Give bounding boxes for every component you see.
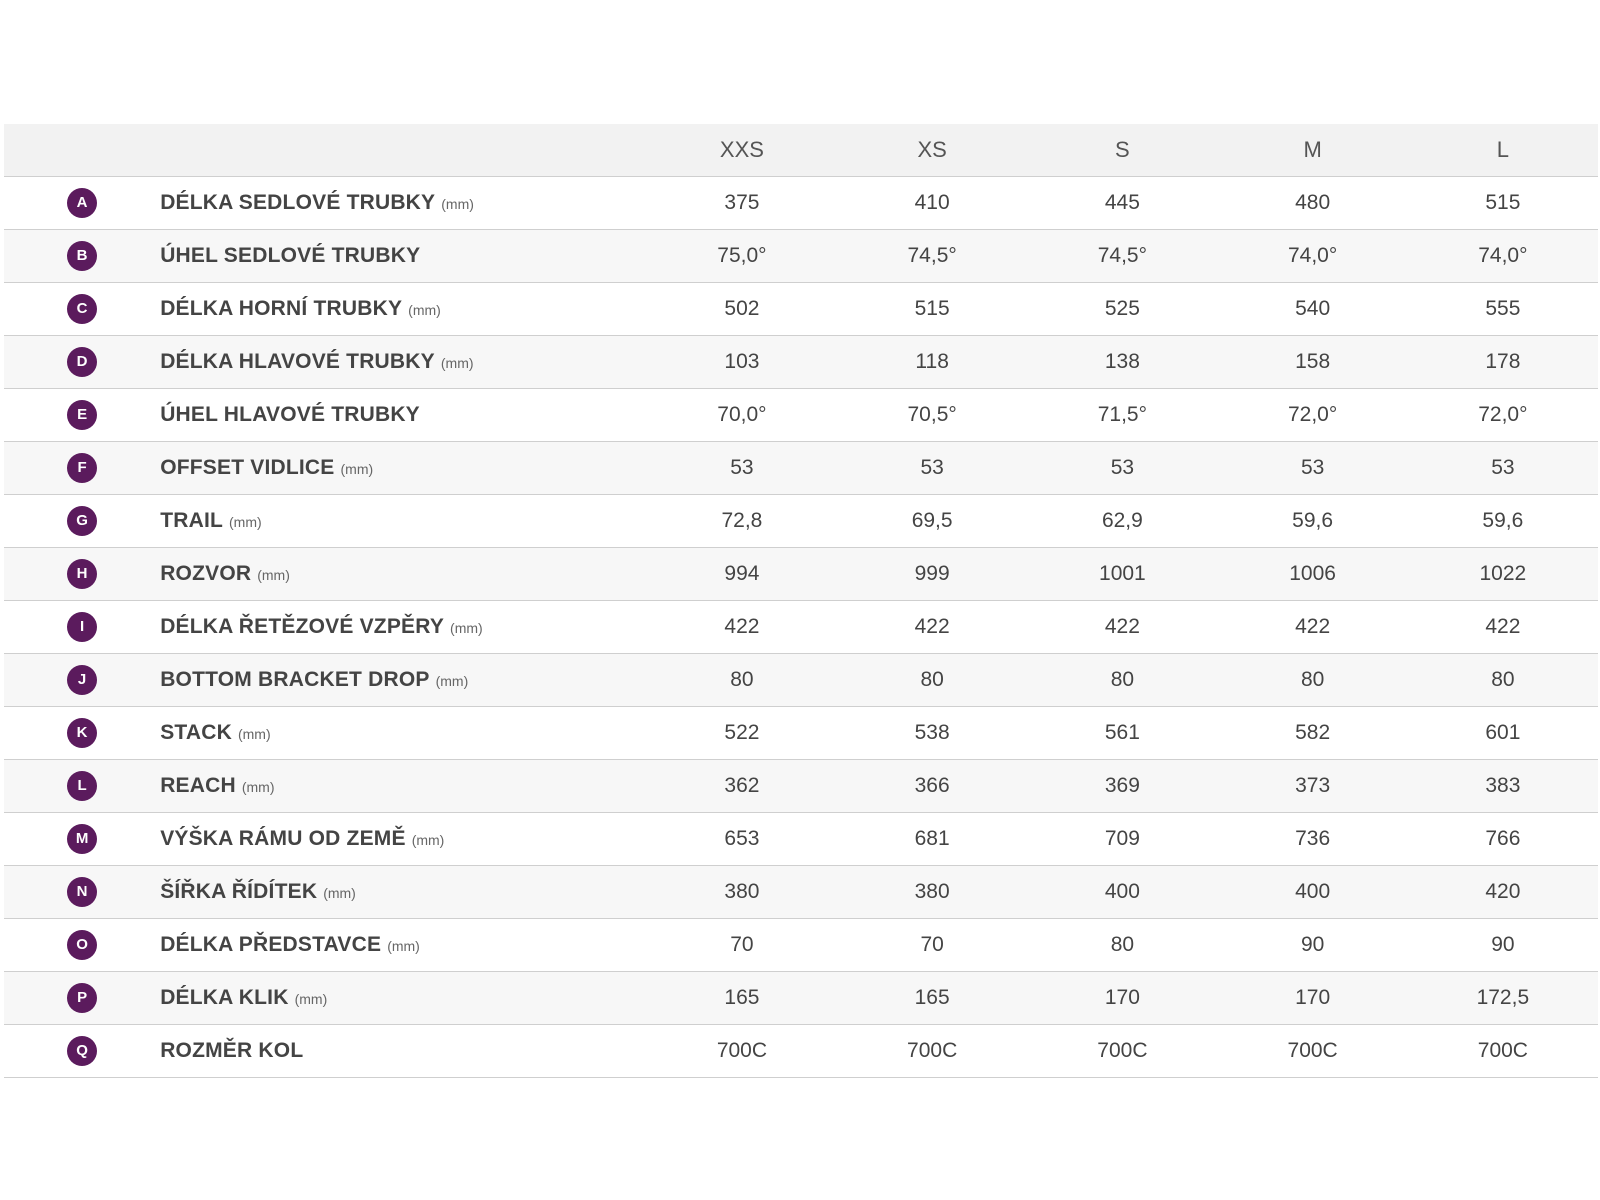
row-label-cell: [160, 918, 647, 971]
value-cell-l: 178: [1408, 335, 1598, 388]
value-cell-xxs: 653: [647, 812, 837, 865]
value-cell-xs: 999: [837, 547, 1027, 600]
measurement-unit: (mm): [441, 195, 474, 212]
measurement-name: VÝŠKA RÁMU OD ZEMĚ: [160, 826, 406, 850]
measurement-letter-badge: I: [67, 612, 97, 642]
value-cell-s: 400: [1027, 865, 1217, 918]
measurement-name: DÉLKA KLIK: [160, 985, 289, 1009]
measurement-name: ŠÍŘKA ŘÍDÍTEK: [160, 879, 318, 903]
value-cell-l: 420: [1408, 865, 1598, 918]
table-row: [4, 600, 1598, 653]
row-badge-cell: [4, 335, 160, 388]
value-cell-m: 400: [1218, 865, 1408, 918]
value-cell-m: 1006: [1218, 547, 1408, 600]
value-cell-xxs: 70: [647, 918, 837, 971]
value-cell-m: 53: [1218, 441, 1408, 494]
value-cell-xs: 515: [837, 282, 1027, 335]
row-label-cell: [160, 812, 647, 865]
measurement-name: OFFSET VIDLICE: [160, 455, 335, 479]
row-badge-cell: [4, 229, 160, 282]
measurement-unit: (mm): [387, 937, 420, 954]
measurement-name: ÚHEL HLAVOVÉ TRUBKY: [160, 402, 420, 426]
measurement-unit: (mm): [340, 460, 374, 477]
measurement-name: DÉLKA HORNÍ TRUBKY: [160, 296, 403, 320]
measurement-unit: (mm): [435, 672, 469, 689]
value-cell-m: 700C: [1218, 1024, 1408, 1077]
measurement-name: STACK: [160, 720, 232, 744]
value-cell-xxs: 53: [647, 441, 837, 494]
measurement-name: BOTTOM BRACKET DROP: [160, 667, 430, 691]
value-cell-xs: 700C: [837, 1024, 1027, 1077]
measurement-unit: (mm): [323, 884, 356, 901]
row-badge-cell: [4, 282, 160, 335]
measurement-name: DÉLKA SEDLOVÉ TRUBKY: [160, 190, 436, 214]
value-cell-xxs: 502: [647, 282, 837, 335]
value-cell-xxs: 362: [647, 759, 837, 812]
row-badge-cell: [4, 971, 160, 1024]
value-cell-l: 515: [1408, 176, 1598, 229]
value-cell-xs: 366: [837, 759, 1027, 812]
measurement-unit: (mm): [408, 301, 441, 318]
measurement-name: DÉLKA PŘEDSTAVCE: [160, 932, 382, 956]
value-cell-s: 80: [1027, 918, 1217, 971]
geometry-table-header: [4, 124, 1598, 176]
value-cell-xs: 70: [837, 918, 1027, 971]
value-cell-xs: 422: [837, 600, 1027, 653]
value-cell-xxs: 380: [647, 865, 837, 918]
table-row: [4, 918, 1598, 971]
measurement-unit: (mm): [229, 513, 262, 530]
row-badge-cell: [4, 812, 160, 865]
row-label-cell: [160, 971, 647, 1024]
measurement-unit: (mm): [257, 566, 290, 583]
value-cell-l: 53: [1408, 441, 1598, 494]
table-row: [4, 441, 1598, 494]
measurement-letter-badge: O: [67, 930, 97, 960]
value-cell-s: 422: [1027, 600, 1217, 653]
measurement-letter-badge: A: [67, 188, 97, 218]
measurement-letter-badge: D: [67, 347, 97, 377]
value-cell-xs: 380: [837, 865, 1027, 918]
row-badge-cell: [4, 547, 160, 600]
size-header-m: M: [1218, 124, 1408, 176]
measurement-letter-badge: J: [67, 665, 97, 695]
measurement-name: ROZMĚR KOL: [160, 1038, 304, 1062]
row-badge-cell: [4, 600, 160, 653]
table-row: [4, 176, 1598, 229]
row-label-cell: [160, 282, 647, 335]
measurement-letter-badge: C: [67, 294, 97, 324]
row-badge-cell: [4, 706, 160, 759]
value-cell-l: 766: [1408, 812, 1598, 865]
value-cell-l: 90: [1408, 918, 1598, 971]
row-label-cell: [160, 1024, 647, 1077]
value-cell-m: 170: [1218, 971, 1408, 1024]
value-cell-s: 138: [1027, 335, 1217, 388]
value-cell-xs: 80: [837, 653, 1027, 706]
value-cell-xs: 74,5°: [837, 229, 1027, 282]
value-cell-l: 59,6: [1408, 494, 1598, 547]
value-cell-xxs: 70,0°: [647, 388, 837, 441]
row-badge-cell: [4, 494, 160, 547]
value-cell-m: 582: [1218, 706, 1408, 759]
row-badge-cell: [4, 388, 160, 441]
table-row: [4, 653, 1598, 706]
value-cell-l: 555: [1408, 282, 1598, 335]
value-cell-m: 72,0°: [1218, 388, 1408, 441]
value-cell-l: 1022: [1408, 547, 1598, 600]
value-cell-xs: 538: [837, 706, 1027, 759]
value-cell-s: 1001: [1027, 547, 1217, 600]
table-row: [4, 971, 1598, 1024]
measurement-letter-badge: G: [67, 506, 97, 536]
measurement-letter-badge: N: [67, 877, 97, 907]
value-cell-s: 709: [1027, 812, 1217, 865]
value-cell-m: 158: [1218, 335, 1408, 388]
value-cell-xxs: 80: [647, 653, 837, 706]
value-cell-xs: 165: [837, 971, 1027, 1024]
table-row: [4, 547, 1598, 600]
measurement-unit: (mm): [237, 725, 271, 742]
measurement-letter-badge: M: [67, 824, 97, 854]
value-cell-s: 74,5°: [1027, 229, 1217, 282]
value-cell-l: 72,0°: [1408, 388, 1598, 441]
measurement-letter-badge: E: [67, 400, 97, 430]
value-cell-xs: 118: [837, 335, 1027, 388]
table-row: [4, 229, 1598, 282]
value-cell-xxs: 165: [647, 971, 837, 1024]
value-cell-s: 62,9: [1027, 494, 1217, 547]
row-label-cell: [160, 388, 647, 441]
row-badge-cell: [4, 918, 160, 971]
value-cell-m: 736: [1218, 812, 1408, 865]
size-header-s: S: [1027, 124, 1217, 176]
value-cell-l: 383: [1408, 759, 1598, 812]
value-cell-xs: 69,5: [837, 494, 1027, 547]
value-cell-m: 373: [1218, 759, 1408, 812]
table-row: [4, 335, 1598, 388]
measurement-unit: (mm): [411, 831, 445, 848]
value-cell-xxs: 375: [647, 176, 837, 229]
value-cell-xs: 70,5°: [837, 388, 1027, 441]
table-row: [4, 759, 1598, 812]
measurement-letter-badge: L: [67, 771, 97, 801]
measurement-letter-badge: B: [67, 241, 97, 271]
header-row: [4, 124, 1598, 176]
measurement-name: DÉLKA HLAVOVÉ TRUBKY: [160, 349, 435, 373]
value-cell-s: 80: [1027, 653, 1217, 706]
measurement-name: REACH: [160, 773, 236, 797]
table-row: [4, 1024, 1598, 1077]
value-cell-s: 369: [1027, 759, 1217, 812]
value-cell-m: 59,6: [1218, 494, 1408, 547]
measurement-name: ÚHEL SEDLOVÉ TRUBKY: [160, 243, 421, 267]
measurement-name: TRAIL: [160, 508, 224, 532]
table-row: [4, 812, 1598, 865]
value-cell-s: 53: [1027, 441, 1217, 494]
value-cell-xxs: 72,8: [647, 494, 837, 547]
measurement-letter-badge: Q: [67, 1036, 97, 1066]
table-row: [4, 706, 1598, 759]
value-cell-xs: 410: [837, 176, 1027, 229]
value-cell-xxs: 103: [647, 335, 837, 388]
value-cell-l: 422: [1408, 600, 1598, 653]
measurement-letter-badge: K: [67, 718, 97, 748]
table-row: [4, 865, 1598, 918]
table-row: [4, 494, 1598, 547]
table-row: [4, 282, 1598, 335]
size-header-l: L: [1408, 124, 1598, 176]
value-cell-l: 172,5: [1408, 971, 1598, 1024]
geometry-table: [4, 124, 1598, 1078]
value-cell-xxs: 522: [647, 706, 837, 759]
row-label-cell: [160, 176, 647, 229]
row-label-cell: [160, 759, 647, 812]
value-cell-l: 80: [1408, 653, 1598, 706]
geometry-table-body: [4, 176, 1598, 1077]
value-cell-m: 540: [1218, 282, 1408, 335]
row-badge-cell: [4, 759, 160, 812]
measurement-name: ROZVOR: [160, 561, 252, 585]
measurement-unit: (mm): [294, 990, 328, 1007]
measurement-letter-badge: F: [67, 453, 97, 483]
value-cell-l: 601: [1408, 706, 1598, 759]
value-cell-m: 74,0°: [1218, 229, 1408, 282]
value-cell-s: 525: [1027, 282, 1217, 335]
table-row: [4, 388, 1598, 441]
value-cell-xxs: 994: [647, 547, 837, 600]
row-label-cell: [160, 547, 647, 600]
row-label-cell: [160, 494, 647, 547]
value-cell-xxs: 75,0°: [647, 229, 837, 282]
row-label-cell: [160, 229, 647, 282]
value-cell-s: 445: [1027, 176, 1217, 229]
measurement-unit: (mm): [440, 354, 474, 371]
row-badge-cell: [4, 441, 160, 494]
size-header-xs: XS: [837, 124, 1027, 176]
value-cell-l: 700C: [1408, 1024, 1598, 1077]
row-badge-cell: [4, 653, 160, 706]
value-cell-s: 561: [1027, 706, 1217, 759]
row-label-cell: [160, 335, 647, 388]
value-cell-xs: 681: [837, 812, 1027, 865]
row-badge-cell: [4, 176, 160, 229]
row-label-cell: [160, 865, 647, 918]
row-badge-cell: [4, 865, 160, 918]
row-label-cell: [160, 600, 647, 653]
measurement-letter-badge: P: [67, 983, 97, 1013]
value-cell-m: 480: [1218, 176, 1408, 229]
measurement-unit: (mm): [241, 778, 275, 795]
measurement-letter-badge: H: [67, 559, 97, 589]
value-cell-m: 422: [1218, 600, 1408, 653]
value-cell-m: 80: [1218, 653, 1408, 706]
row-label-cell: [160, 653, 647, 706]
value-cell-xxs: 422: [647, 600, 837, 653]
header-badge-cell: [4, 124, 160, 176]
value-cell-xxs: 700C: [647, 1024, 837, 1077]
value-cell-xs: 53: [837, 441, 1027, 494]
row-badge-cell: [4, 1024, 160, 1077]
header-label-cell: [160, 124, 647, 176]
row-label-cell: [160, 706, 647, 759]
value-cell-s: 700C: [1027, 1024, 1217, 1077]
measurement-name: DÉLKA ŘETĚZOVÉ VZPĚRY: [160, 614, 445, 638]
value-cell-s: 71,5°: [1027, 388, 1217, 441]
value-cell-s: 170: [1027, 971, 1217, 1024]
row-label-cell: [160, 441, 647, 494]
value-cell-m: 90: [1218, 918, 1408, 971]
value-cell-l: 74,0°: [1408, 229, 1598, 282]
measurement-unit: (mm): [450, 619, 483, 636]
size-header-xxs: XXS: [647, 124, 837, 176]
